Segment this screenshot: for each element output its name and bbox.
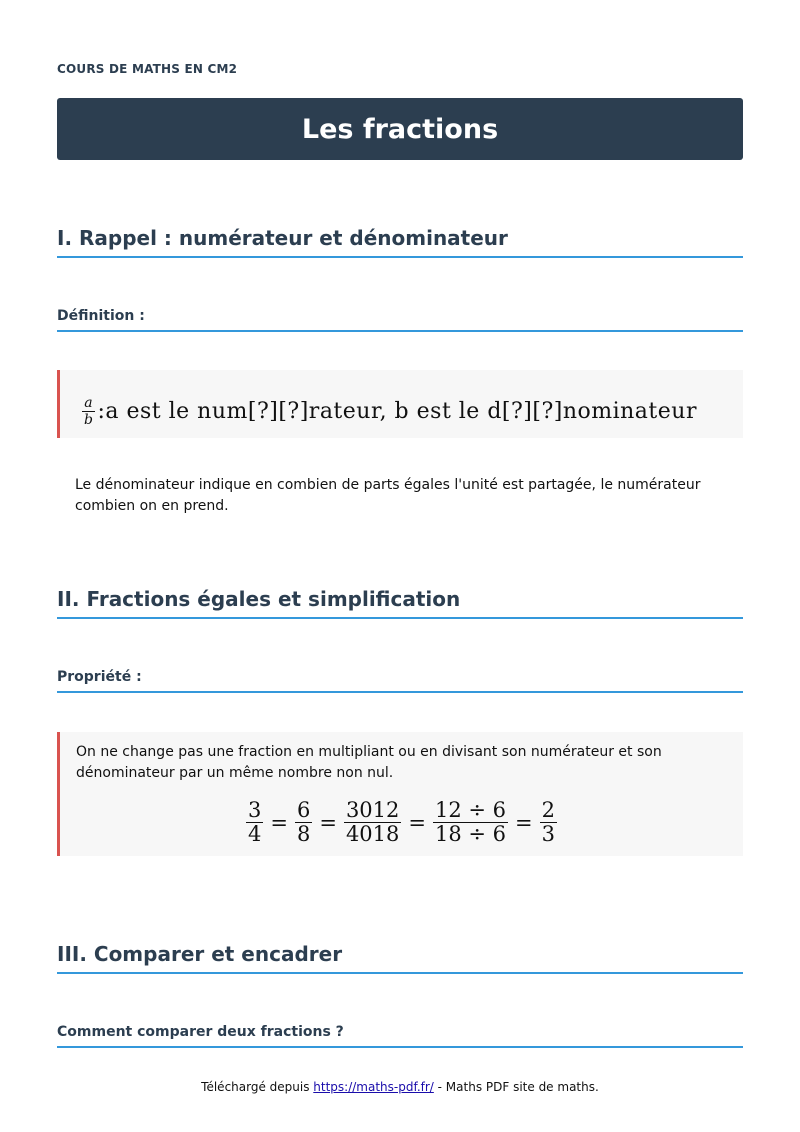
fraction-equality xyxy=(60,800,743,845)
property-text: On ne change pas une fraction en multipliant ou en divisant son numérateur et son dénominateur par un même nombre non nul. xyxy=(76,744,662,781)
definition-heading: Définition : xyxy=(57,308,743,332)
page-title: Les fractions xyxy=(301,113,499,145)
equals-sign: = xyxy=(270,810,288,835)
fraction-numerator: 6 xyxy=(296,798,311,822)
section-heading-comparer: III. Comparer et encadrer xyxy=(57,942,743,974)
fraction-a-over-b xyxy=(82,396,95,427)
footer-link[interactable]: https://maths-pdf.fr/ xyxy=(313,1080,434,1094)
footer xyxy=(0,1080,800,1094)
fraction-numerator: a xyxy=(84,395,94,411)
fraction-numerator: 2 xyxy=(541,798,556,822)
fraction-denominator: 4018 xyxy=(345,822,400,846)
definition-formula xyxy=(80,396,697,427)
property-box xyxy=(57,732,743,856)
equals-sign: = xyxy=(515,810,533,835)
footer-suffix: - Maths PDF site de maths. xyxy=(433,1080,599,1094)
course-label: COURS DE MATHS EN CM2 xyxy=(57,62,238,76)
fraction-3-4 xyxy=(246,800,263,845)
fraction-denominator: 3 xyxy=(541,822,556,846)
fraction-denominator: 4 xyxy=(247,822,262,846)
fraction-numerator: 3012 xyxy=(345,798,400,822)
property-heading: Propriété : xyxy=(57,669,743,693)
definition-box xyxy=(57,370,743,438)
fraction-denominator: b xyxy=(84,412,94,428)
definition-formula-text: :a est le num[?][?]rateur, b est le d[?][?]nominateur xyxy=(97,399,697,424)
compare-heading: Comment comparer deux fractions ? xyxy=(57,1024,743,1048)
fraction-denominator: 8 xyxy=(296,822,311,846)
footer-prefix: Téléchargé depuis xyxy=(201,1080,314,1094)
fraction-denominator: 18 ÷ 6 xyxy=(435,822,507,846)
fraction-2-3 xyxy=(540,800,557,845)
fraction-6-8 xyxy=(295,800,312,845)
equals-sign: = xyxy=(319,810,337,835)
title-banner xyxy=(57,98,743,160)
denominator-explanation: Le dénominateur indique en combien de parts égales l'unité est partagée, le numérateur combien on en prend. xyxy=(75,477,701,514)
equals-sign: = xyxy=(408,810,426,835)
fraction-3012-4018 xyxy=(344,800,401,845)
fraction-numerator: 3 xyxy=(247,798,262,822)
fraction-numerator: 12 ÷ 6 xyxy=(435,798,507,822)
fraction-12div6-18div6 xyxy=(433,800,508,845)
section-heading-fractions-egales: II. Fractions égales et simplification xyxy=(57,587,743,619)
section-heading-rappel: I. Rappel : numérateur et dénominateur xyxy=(57,226,743,258)
